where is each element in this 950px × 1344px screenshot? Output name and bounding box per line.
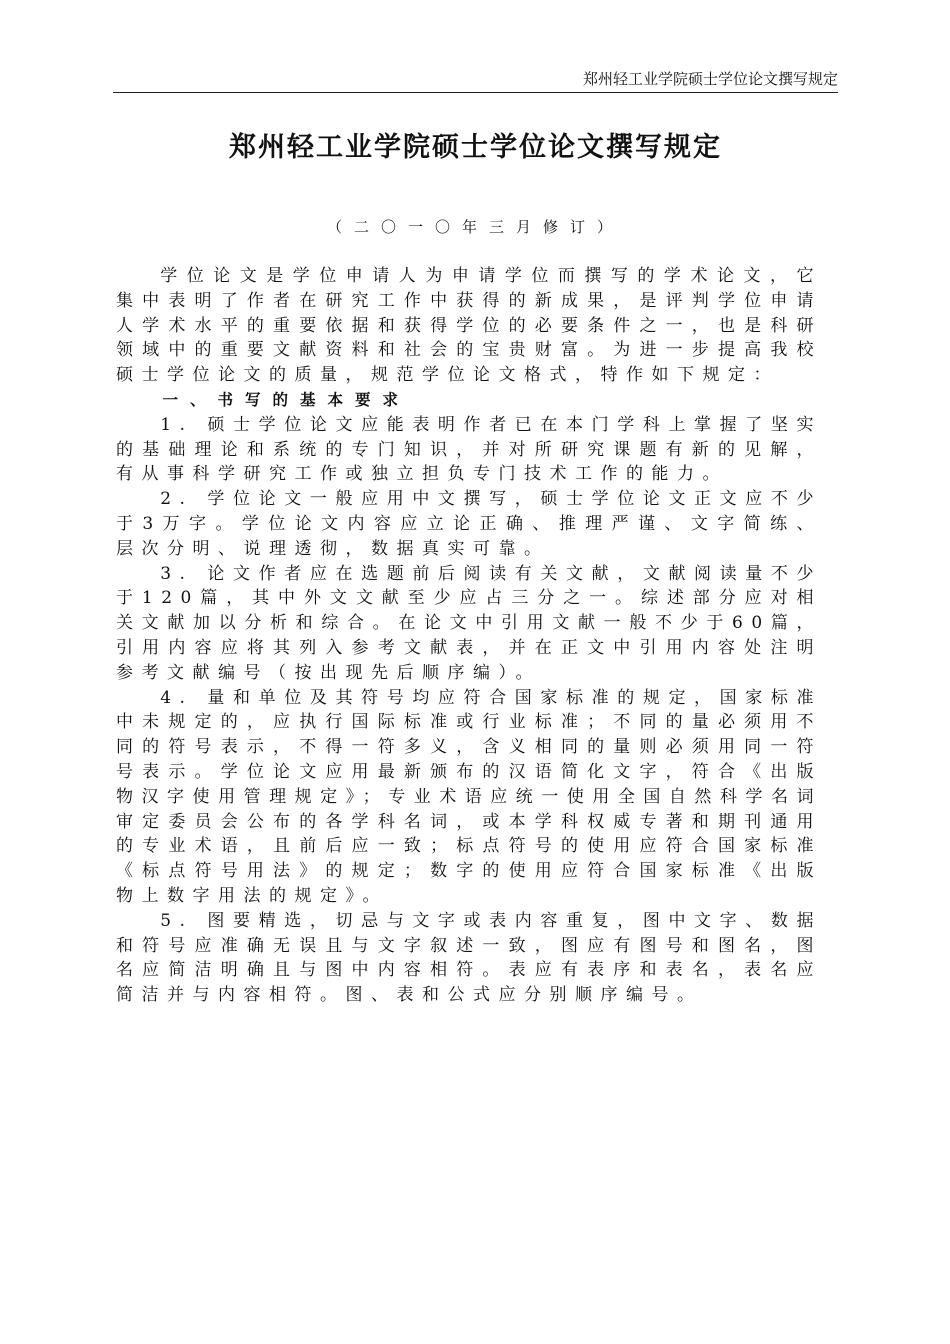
header-divider bbox=[113, 92, 838, 93]
document-title: 郑州轻工业学院硕士学位论文撰写规定 bbox=[229, 132, 722, 163]
requirement-item: 5. 图要精选，切忌与文字或表内容重复，图中文字、数据和符号应准确无误且与文字叙述一致，图应有图号和图名，图名应简洁明确且与图中内容相符。表应有表序和表名，表名应简洁并与内容相符。图、表和公式应分别顺序编号。 bbox=[116, 910, 822, 1006]
requirement-item: 4. 量和单位及其符号均应符合国家标准的规定，国家标准中未规定的，应执行国际标准或行业标准；不同的量必须用不同的符号表示，不得一符多义，含义相同的量则必须用同一符号表示。学位论文应用最新颁布的汉语简化文字，符合《出版物汉字使用管理规定》；专业术语应统一使用全国自然科学名词审定委员会公布的各学科名词，或本学科权威专著和期刊通用的专业术语，且前后应一致；标点符号的使用应符合国家标准《标点符号用法》的规定；数字的使用应符合国家标准《出版物上数字用法的规定》。 bbox=[116, 687, 822, 906]
revision-note: （二〇一〇年三月修订） bbox=[326, 218, 624, 236]
document-body bbox=[116, 264, 822, 1008]
requirement-item: 2. 学位论文一般应用中文撰写，硕士学位论文正文应不少于3万字。学位论文内容应立论正确、推理严谨、文字简练、层次分明、说理透彻，数据真实可靠。 bbox=[116, 489, 822, 559]
requirement-item: 3. 论文作者应在选题前后阅读有关文献，文献阅读量不少于120篇，其中外文文献至少应占三分之一。综述部分应对相关文献加以分析和综合。在论文中引用文献一般不少于60篇，引用内容应将其列入参考文献表，并在正文中引用内容处注明参考文献编号（按出现先后顺序编）。 bbox=[116, 563, 822, 683]
section-heading: 一、书写的基本要求 bbox=[162, 390, 411, 409]
intro-paragraph: 学位论文是学位申请人为申请学位而撰写的学术论文，它集中表明了作者在研究工作中获得的新成果，是评判学位申请人学术水平的重要依据和获得学位的必要条件之一，也是科研领域中的重要文献资料和社会的宝贵财富。为进一步提高我校硕士学位论文的质量，规范学位论文格式，特作如下规定： bbox=[116, 266, 822, 386]
requirement-item: 1. 硕士学位论文应能表明作者已在本门学科上掌握了坚实的基础理论和系统的专门知识，并对所研究课题有新的见解，有从事科学研究工作或独立担负专门技术工作的能力。 bbox=[116, 414, 822, 485]
running-header: 郑州轻工业学院硕士学位论文撰写规定 bbox=[582, 70, 838, 88]
